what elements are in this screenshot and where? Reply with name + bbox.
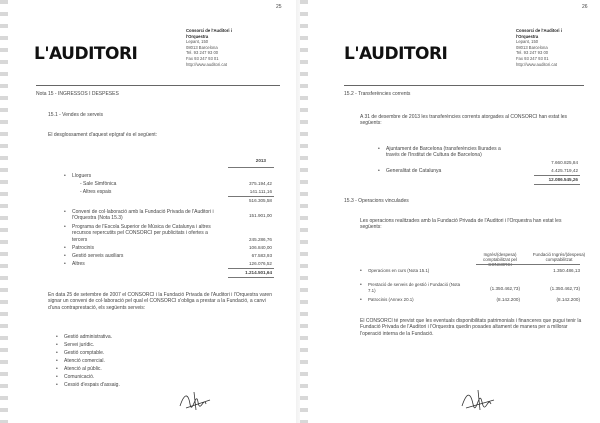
service-item: Gestió comptable. [64, 350, 105, 356]
right-page [300, 0, 600, 423]
header-rule [36, 85, 280, 86]
address-line: Fax 93 247 93 01 [186, 55, 219, 61]
bullet-icon: • [360, 282, 362, 288]
op-label: Prestació de serveis de gestió i Fundació (Nota 7.1) [368, 282, 461, 294]
bullet-icon: • [64, 253, 66, 259]
page-number: 26 [582, 4, 588, 10]
op-value-fundacio: (8.142.200) [556, 297, 580, 302]
row-label: - Altres espais [80, 189, 112, 195]
row-value: 106.840,00 [249, 245, 272, 250]
logo-prefix: L' [344, 44, 360, 64]
service-item: Gestió administrativa. [64, 334, 113, 340]
bullet-icon: • [56, 366, 58, 372]
transfer-value: 7.660.825,84 [551, 160, 578, 165]
address-line: 08013 Barcelona [516, 44, 548, 50]
total-value: 1.214.501,64 [245, 270, 272, 275]
bullet-icon: • [64, 173, 66, 179]
intro-text: El desglossament d'aquest epígraf és el següent: [48, 132, 158, 138]
closing-paragraph: El CONSORCI té previst que les eventuals disponibilitats patrimonials i financeres que pugui tenir la Fundació Privada de l'Auditori i l'Orquestra quedin posades altament de manera per a millorar l'operació interna de la Fundació. [360, 318, 582, 337]
page-number: 25 [276, 4, 282, 10]
transfers-total: 12.086.545,26 [548, 177, 578, 182]
bullet-icon: • [64, 245, 66, 251]
bullet-icon: • [56, 350, 58, 356]
section-heading: 15.1 - Vendes de serveis [48, 112, 104, 118]
section-heading: 15.3 - Operacions vinculades [344, 198, 409, 204]
address-line: Lepant, 150 [186, 39, 209, 45]
bullet-icon: • [360, 268, 362, 274]
transfer-value: 4.425.719,42 [551, 168, 578, 173]
service-item: Cessió d'espais d'assaig. [64, 382, 120, 388]
service-item: Atenció al públic. [64, 366, 102, 372]
row-label: Lloguers [72, 173, 92, 179]
logo-text: AUDITORI [359, 44, 448, 64]
header-rule [344, 85, 584, 86]
bullet-icon: • [64, 261, 66, 267]
transfers-rule [534, 175, 580, 176]
ops-header-rule [476, 264, 580, 265]
address-line: Fax 93 247 93 01 [516, 55, 549, 61]
bullet-icon: • [378, 146, 380, 152]
logo-text: AUDITORI [49, 44, 138, 64]
col-header-consorci: Ingrés/(despesa) comptabilitzat pel CONSORCI [483, 252, 517, 268]
bullet-icon: • [56, 334, 58, 340]
address-line: 08013 Barcelona [186, 44, 218, 50]
subtotal-rule [228, 196, 274, 197]
row-label: Conveni de col·laboració amb la Fundació Privada de l'Auditori i l'Orquestra (Nota 15.3) [72, 209, 214, 222]
org-name: Consorci de l'Auditori i [516, 28, 562, 33]
row-value: 141.111,16 [249, 189, 272, 194]
logo-prefix: L' [34, 44, 50, 64]
org-name-2: l'Orquestra [186, 33, 209, 39]
bullet-icon: • [56, 358, 58, 364]
row-label: Altres [72, 261, 85, 267]
address-line: Lepant, 150 [516, 39, 539, 45]
row-value: 67.583,93 [251, 253, 272, 258]
transfer-label: Ajuntament de Barcelona (transferències lliurades a través de l'Institut de Cultura de Barcelona) [386, 146, 501, 159]
op-value-consorci: (8.142.200) [496, 297, 520, 302]
row-label: Programa de l'Escola Superior de Música de Catalunya i altres recursos repercutits pel CONSORCI per publicitats i ofertes a tercers [72, 224, 211, 243]
op-label: Patrocinis (Annex 20.1) [368, 297, 414, 302]
bullet-icon: • [360, 297, 362, 303]
address-block [516, 28, 562, 67]
total-rule [228, 268, 274, 269]
row-label: Patrocinis [72, 245, 94, 251]
conveni-paragraph: En data 25 de setembre de 2007 el CONSORCI i la Fundació Privada de l'Auditori i l'Orquestra varen signar un conveni de col·laboració pel qual el CONSORCI s'obliga a prestar a la Fundació, a canvi d'una contraprestació, els següents serveis: [48, 292, 272, 311]
binder-holes [300, 0, 308, 423]
note-title: Nota 15 - INGRESSOS I DESPESES [36, 91, 119, 97]
bullet-icon: • [56, 374, 58, 380]
auditori-logo [344, 44, 447, 64]
year-rule [228, 167, 274, 168]
address-line: http://www.auditori.cat [186, 61, 227, 67]
row-value: 151.901,00 [249, 213, 272, 218]
col-header-fundacio: Fundació Ingrés/(despesa) comptabilitzat [532, 252, 586, 263]
bullet-icon: • [64, 209, 66, 215]
service-item: Servei jurídic. [64, 342, 95, 348]
transfers-rule-bottom [534, 184, 580, 185]
bullet-icon: • [56, 382, 58, 388]
row-label: Gestió serveis auxiliars [72, 253, 124, 259]
bullet-icon: • [378, 168, 380, 174]
total-rule-bottom [228, 277, 274, 278]
service-item: Comunicació. [64, 374, 95, 380]
transfers-paragraph: A 31 de desembre de 2013 les transferències corrents atorgades al CONSORCI han estat les següents: [360, 114, 568, 127]
address-block [186, 28, 232, 67]
auditori-logo [34, 44, 137, 64]
year-header: 2013 [255, 158, 266, 163]
bullet-icon: • [56, 342, 58, 348]
row-value: 375.194,42 [249, 181, 272, 186]
org-name: Consorci de l'Auditori i [186, 28, 232, 33]
signature-icon [458, 384, 500, 414]
op-value-fundacio: 1.350.486,13 [553, 268, 580, 273]
bullet-icon: • [64, 224, 66, 230]
op-value-consorci: (1.350.462,73) [490, 286, 520, 291]
address-line: Tel. 93 247 93 00 [186, 50, 219, 56]
row-label: - Sale Simfònica [80, 181, 117, 187]
row-value: 516.305,58 [249, 198, 272, 203]
binder-holes [0, 0, 8, 423]
address-line: http://www.auditori.cat [516, 61, 557, 67]
op-value-fundacio: (1.350.462,73) [550, 286, 580, 291]
address-line: Tel. 93 247 93 00 [516, 50, 549, 56]
service-item: Atenció comercial. [64, 358, 105, 364]
operations-paragraph: Les operacions realitzades amb la Fundació Privada de l'Auditori i l'Orquestra han estat les següents: [360, 218, 562, 231]
row-value: 245.286,76 [249, 237, 272, 242]
op-label: Operacions en curs (Nota 15.1) [368, 268, 430, 273]
org-name-2: l'Orquestra [516, 33, 539, 39]
section-heading: 15.2 - Transferències corrents [344, 91, 411, 97]
row-value: 126.076,52 [249, 261, 272, 266]
signature-icon [176, 386, 216, 414]
transfer-label: Generalitat de Catalunya [386, 168, 442, 174]
